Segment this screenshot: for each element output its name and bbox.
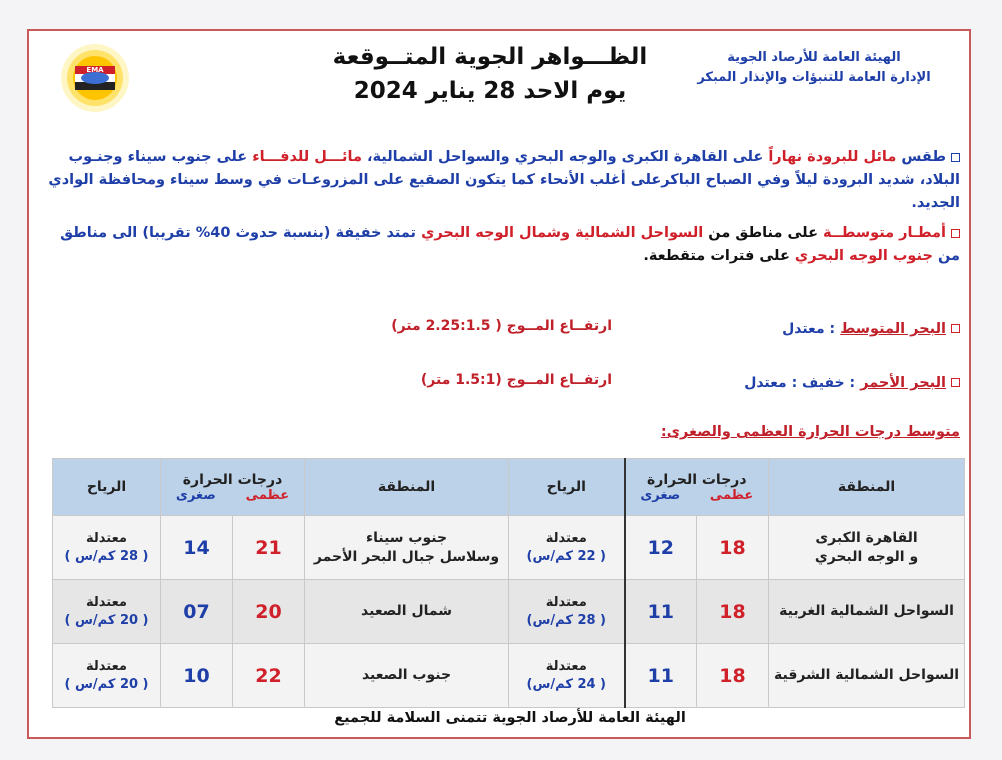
sea-red: البحر الأحمر : خفيف : معتدل — [744, 372, 960, 391]
org-department: الإدارة العامة للتنبؤات والإنذار المبكر — [697, 70, 931, 85]
region-cell: شمال الصعيد — [305, 580, 509, 644]
table-row — [53, 516, 965, 580]
table-row — [53, 644, 965, 708]
region-cell: جنوب الصعيد — [305, 644, 509, 708]
wind-cell: معتدلة ( 20 كم/س ) — [53, 580, 161, 644]
footer-message: الهيئة العامة للأرصاد الجوية تتمنى السلامة للجميع — [334, 710, 686, 726]
table-row — [53, 580, 965, 644]
organization-header — [684, 48, 944, 88]
max-temp-cell: 18 — [697, 580, 769, 644]
header-wind: الرياح — [509, 459, 625, 516]
bullet-checkbox-icon — [951, 324, 960, 333]
region-cell: السواحل الشمالية الغربية — [769, 580, 965, 644]
max-temp-cell: 22 — [233, 644, 305, 708]
wave-height-mediterranean: ارتفــاع المــوج ( 2.25:1.5 متر) — [391, 318, 612, 334]
avg-temps-title: متوسط درجات الحرارة العظمى والصغرى: — [660, 424, 960, 440]
wind-cell: معتدلة ( 22 كم/س) — [509, 516, 625, 580]
bullet-checkbox-icon — [951, 378, 960, 387]
header-wind: الرياح — [53, 459, 161, 516]
min-temp-cell: 10 — [161, 644, 233, 708]
header-temps: درجات الحرارة عظمى صغرى — [161, 459, 305, 516]
max-temp-cell: 20 — [233, 580, 305, 644]
forecast-date: يوم الاحد 28 يناير 2024 — [353, 78, 627, 104]
bullet-checkbox-icon — [951, 229, 960, 238]
wind-cell: معتدلة ( 20 كم/س ) — [53, 644, 161, 708]
temperature-table — [52, 458, 965, 708]
ema-logo — [47, 40, 143, 116]
region-cell: جنوب سيناء وسلاسل جبال البحر الأحمر — [305, 516, 509, 580]
max-temp-cell: 21 — [233, 516, 305, 580]
header-temps: درجات الحرارة عظمى صغرى — [625, 459, 769, 516]
forecast-paragraph-weather: طقس مائل للبرودة نهاراً على القاهرة الكبرى والوجه البحري والسواحل الشمالية، مائـــل للدفـــاء على جنوب سيناء وجنـوب البلاد، شديد البرودة ليلاً وفي الصباح الباكرعلى أغلب الأنحاء كما يتكون الصقيع على المزروعـات في وسط سيناء ومحافظة الوادي الجديد. — [48, 149, 960, 211]
sea-mediterranean: البحر المتوسط : معتدل — [782, 318, 960, 337]
region-cell: القاهرة الكبرى و الوجه البحري — [769, 516, 965, 580]
title-text: الظـــواهر الجوية المتــوقعة — [332, 44, 648, 70]
wind-cell: معتدلة ( 28 كم/س ) — [53, 516, 161, 580]
header-region: المنطقة — [305, 459, 509, 516]
min-temp-cell: 12 — [625, 516, 697, 580]
table-header-row — [53, 459, 965, 516]
region-cell: السواحل الشمالية الشرقية — [769, 644, 965, 708]
min-temp-cell: 11 — [625, 644, 697, 708]
wind-cell: معتدلة ( 24 كم/س) — [509, 644, 625, 708]
bullet-checkbox-icon — [951, 153, 960, 162]
page-title — [330, 40, 650, 108]
wave-height-red: ارتفــاع المــوج (1.5:1 متر) — [420, 372, 612, 388]
max-temp-cell: 18 — [697, 516, 769, 580]
max-temp-cell: 18 — [697, 644, 769, 708]
svg-text:EMA: EMA — [86, 66, 104, 74]
min-temp-cell: 07 — [161, 580, 233, 644]
header-region: المنطقة — [769, 459, 965, 516]
org-name: الهيئة العامة للأرصاد الجوية — [727, 50, 901, 65]
min-temp-cell: 11 — [625, 580, 697, 644]
wind-cell: معتدلة ( 28 كم/س) — [509, 580, 625, 644]
forecast-paragraph-rain: أمطـار متوسطــة على مناطق من السواحل الشمالية وشمال الوجه البحري تمتد خفيفة (بنسبة حدوث 40% تقريبا) الى مناطق من جنوب الوجه البحري على فترات متقطعة. — [60, 225, 960, 264]
min-temp-cell: 14 — [161, 516, 233, 580]
